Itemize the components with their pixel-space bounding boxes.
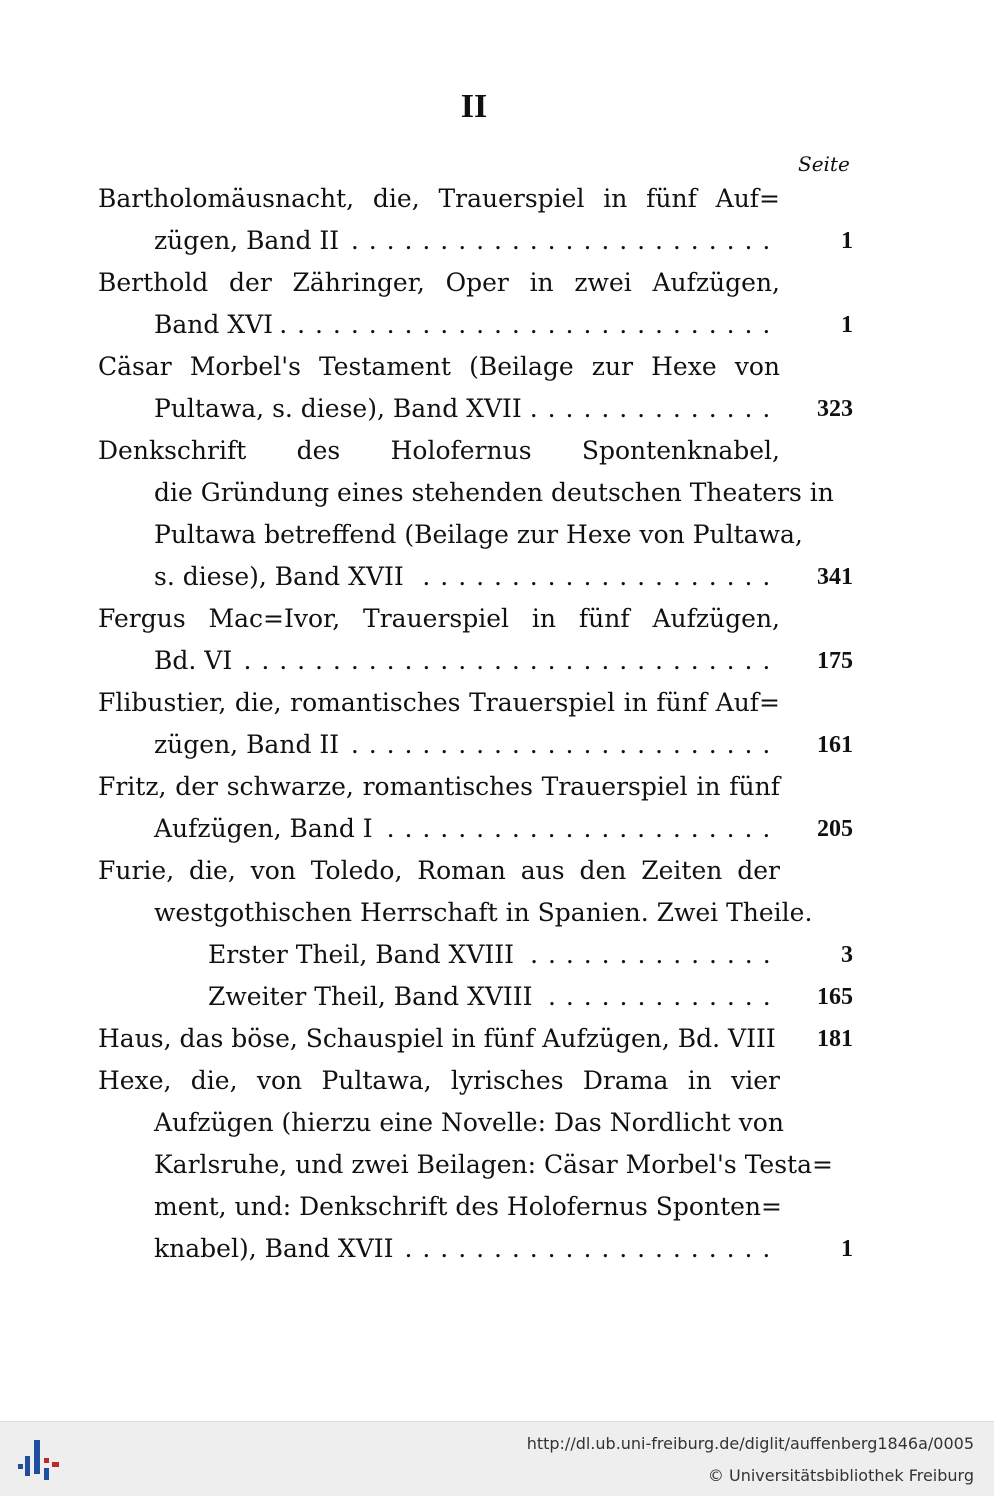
copyright-text: © Universitätsbibliothek Freiburg bbox=[707, 1466, 974, 1485]
entry-line bbox=[98, 976, 853, 1018]
table-of-contents bbox=[98, 178, 853, 1270]
entry-line bbox=[98, 178, 853, 220]
page-reference: 205 bbox=[783, 808, 853, 850]
entry-line bbox=[98, 1102, 853, 1144]
entry-line bbox=[98, 220, 853, 262]
entry-line bbox=[98, 1186, 853, 1228]
toc-entry bbox=[98, 430, 853, 598]
entry-line-text: die Gründung eines stehenden deutschen Theaters in bbox=[154, 478, 834, 507]
entry-line-text: westgothischen Herrschaft in Spanien. Zwei Theile. bbox=[154, 898, 813, 927]
entry-line bbox=[98, 766, 853, 808]
toc-entry bbox=[98, 766, 853, 850]
entry-line-text: Pultawa, s. diese), Band XVII bbox=[154, 388, 528, 430]
entry-line bbox=[98, 1144, 853, 1186]
entry-line-text: Flibustier, die, romantisches Trauerspiel in fünf Auf= bbox=[98, 688, 780, 717]
entry-line bbox=[98, 724, 853, 766]
entry-line-text: Cäsar Morbel's Testament (Beilage zur Hexe von bbox=[98, 352, 780, 381]
page-reference: 161 bbox=[783, 724, 853, 766]
entry-line-text: Denkschrift des Holofernus Spontenknabel, bbox=[98, 436, 780, 465]
entry-line-text: knabel), Band XVII bbox=[154, 1228, 400, 1270]
entry-line-text: zügen, Band II bbox=[154, 220, 345, 262]
entry-line bbox=[98, 1060, 853, 1102]
toc-entry bbox=[98, 1060, 853, 1270]
entry-line bbox=[98, 262, 853, 304]
page-number: II bbox=[460, 88, 488, 125]
permalink-url[interactable]: http://dl.ub.uni-freiburg.de/diglit/auffenberg1846a/0005 bbox=[526, 1434, 974, 1453]
library-logo-icon bbox=[14, 1436, 64, 1484]
entry-line bbox=[98, 934, 853, 976]
page-reference: 323 bbox=[783, 388, 853, 430]
entry-line-text: Bartholomäusnacht, die, Trauerspiel in fünf Auf= bbox=[98, 184, 780, 213]
entry-line-text: Aufzügen (hierzu eine Novelle: Das Nordlicht von bbox=[154, 1108, 784, 1137]
page-reference: 1 bbox=[783, 1228, 853, 1270]
column-header-seite: Seite bbox=[798, 152, 850, 176]
entry-line-text: zügen, Band II bbox=[154, 724, 345, 766]
page-reference: 341 bbox=[783, 556, 853, 598]
entry-line bbox=[98, 346, 853, 388]
entry-line bbox=[98, 556, 853, 598]
toc-entry bbox=[98, 682, 853, 766]
page-reference: 165 bbox=[783, 976, 853, 1018]
entry-line-text: Fritz, der schwarze, romantisches Trauerspiel in fünf bbox=[98, 772, 780, 801]
entry-line bbox=[98, 430, 853, 472]
entry-line bbox=[98, 892, 853, 934]
toc-entry bbox=[98, 346, 853, 430]
page-reference: 1 bbox=[783, 220, 853, 262]
entry-line-text: Pultawa betreffend (Beilage zur Hexe von Pultawa, bbox=[154, 520, 803, 549]
entry-line-text: Zweiter Theil, Band XVIII bbox=[208, 976, 539, 1018]
entry-line-text: Aufzügen, Band I bbox=[154, 808, 379, 850]
entry-line bbox=[98, 640, 853, 682]
entry-line-text: Hexe, die, von Pultawa, lyrisches Drama in vier bbox=[98, 1066, 780, 1095]
entry-line bbox=[98, 1228, 853, 1270]
page-reference: 175 bbox=[783, 640, 853, 682]
entry-line-text: Band XVI bbox=[154, 304, 279, 346]
entry-line-text: Erster Theil, Band XVIII bbox=[208, 934, 520, 976]
page-reference: 181 bbox=[783, 1018, 853, 1060]
entry-line bbox=[98, 682, 853, 724]
toc-entry bbox=[98, 598, 853, 682]
toc-entry bbox=[98, 178, 853, 262]
entry-line bbox=[98, 388, 853, 430]
toc-subentry bbox=[98, 976, 853, 1018]
entry-line bbox=[98, 808, 853, 850]
toc-entry bbox=[98, 850, 853, 934]
entry-line bbox=[98, 304, 853, 346]
footer-bar bbox=[0, 1421, 994, 1496]
entry-line-text: Furie, die, von Toledo, Roman aus den Zeiten der bbox=[98, 856, 780, 885]
entry-line bbox=[98, 598, 853, 640]
toc-entry bbox=[98, 1018, 853, 1060]
entry-line-text: Karlsruhe, und zwei Beilagen: Cäsar Morbel's Testa= bbox=[154, 1150, 833, 1179]
toc-entry bbox=[98, 262, 853, 346]
toc-subentry bbox=[98, 934, 853, 976]
page-reference: 1 bbox=[783, 304, 853, 346]
entry-line-text: ment, und: Denkschrift des Holofernus Sponten= bbox=[154, 1192, 782, 1221]
entry-line bbox=[98, 1018, 853, 1060]
entry-line-text: s. diese), Band XVII bbox=[154, 556, 410, 598]
entry-line-text: Haus, das böse, Schauspiel in fünf Aufzügen, Bd. VIII bbox=[98, 1024, 776, 1053]
entry-line-text: Fergus Mac=Ivor, Trauerspiel in fünf Aufzügen, bbox=[98, 604, 780, 633]
entry-line-text: Bd. VI bbox=[154, 640, 238, 682]
entry-line bbox=[98, 514, 853, 556]
entry-line bbox=[98, 472, 853, 514]
page-reference: 3 bbox=[783, 934, 853, 976]
entry-line bbox=[98, 850, 853, 892]
entry-line-text: Berthold der Zähringer, Oper in zwei Aufzügen, bbox=[98, 268, 780, 297]
